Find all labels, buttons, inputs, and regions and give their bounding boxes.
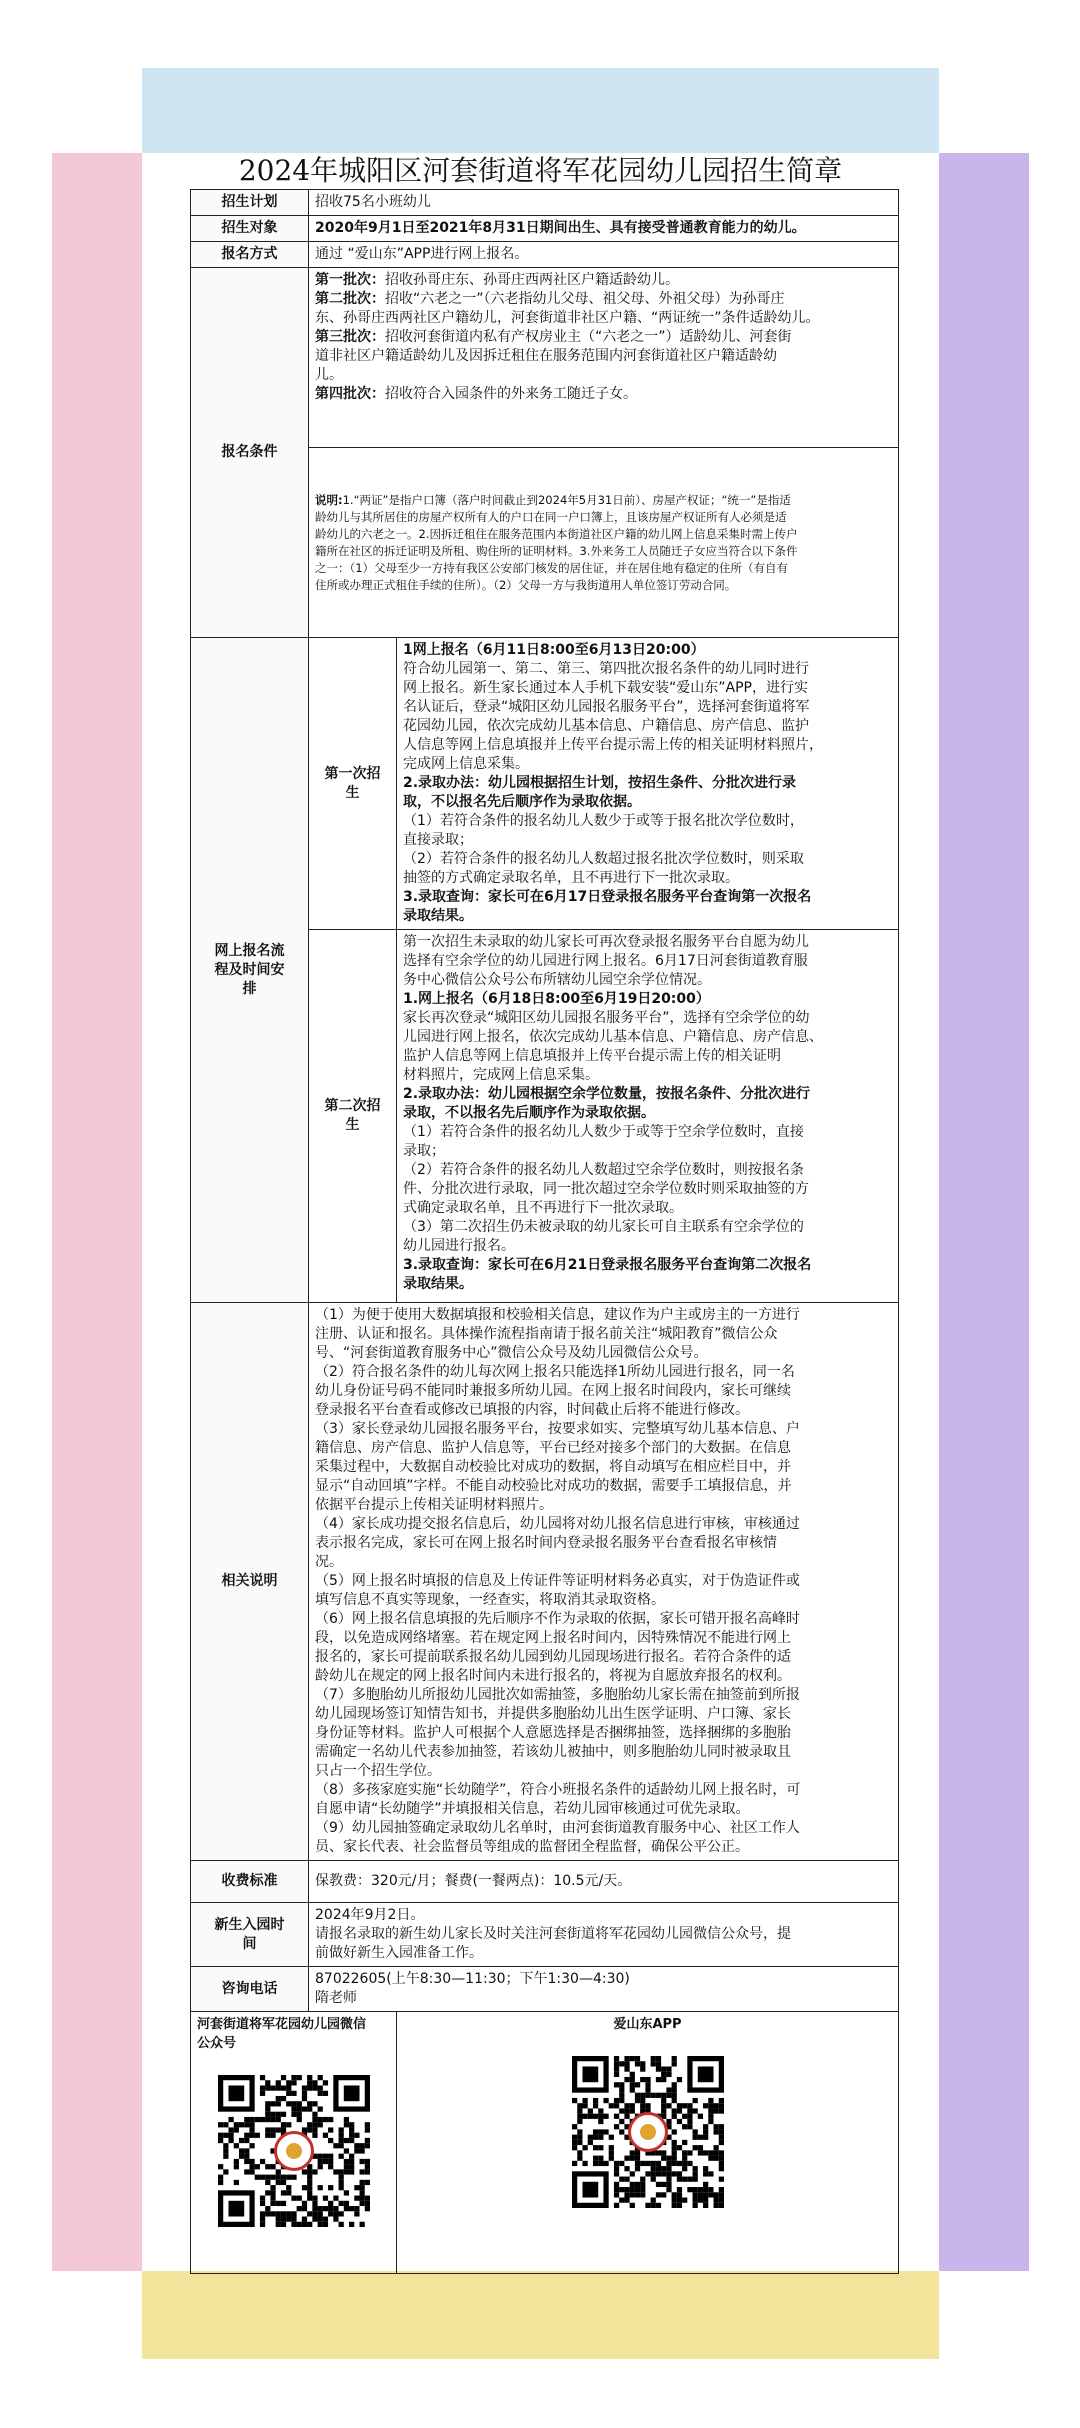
start-label (191, 1903, 309, 1967)
round1-label-line: 第一次招 (324, 765, 381, 782)
note-line: 依据平台提示上传相关证明材料照片。 (315, 1497, 553, 1513)
note-line: （3）家长登录幼儿园报名服务平台，按要求如实、完整填写幼儿基本信息、户 (315, 1421, 800, 1437)
condition-line: 道非社区户籍适龄幼儿及因拆迁租住在服务范围内河套街道社区户籍适龄幼 (315, 348, 777, 364)
note-line: （5）网上报名时填报的信息及上传证件等证明材料务必真实，对于伪造证件或 (315, 1573, 800, 1589)
round1-line: 抽签的方式确定录取名单，且不再进行下一批次录取。 (403, 870, 739, 886)
contact-lines (315, 1970, 892, 2008)
contact-label: 咨询电话 (191, 1967, 309, 2012)
note-line: （8）多孩家庭实施“长幼随学”，符合小班报名条件的适龄幼儿网上报名时，可 (315, 1782, 801, 1798)
contact-line: 隋老师 (315, 1990, 357, 2006)
round2-line: 录取结果。 (403, 1276, 473, 1292)
start-line: 请报名录取的新生幼儿家长及时关注河套街道将军花园幼儿园微信公众号，提 (315, 1926, 791, 1942)
conditions-label: 报名条件 (191, 268, 309, 638)
method-label: 报名方式 (191, 242, 309, 268)
condition-line: 东、孙哥庄西两社区户籍幼儿，河套街道非社区户籍、“两证统一”条件适龄幼儿。 (315, 310, 820, 326)
round1-line: 直接录取； (403, 832, 473, 848)
round2-line: 幼儿园进行报名。 (403, 1238, 515, 1254)
method-value: 通过 “爱山东”APP进行网上报名。 (309, 242, 899, 268)
aishandong-qr-caption: 爱山东APP (613, 2017, 682, 2032)
conditions-lines (315, 271, 892, 404)
start-content (309, 1903, 899, 1967)
condition-note-line: 龄幼儿的六老之一。2.因拆迁租住在服务范围内本街道社区户籍的幼儿网上信息采集时需上传户 (315, 526, 798, 541)
condition-note-line: 龄幼儿与其所居住的房屋产权所有人的户口在同一户口簿上，且该房屋产权证所有人必须是适 (315, 509, 787, 524)
conditions-note-lines (315, 492, 892, 594)
target-value: 2020年9月1日至2021年8月31日期间出生、具有接受普通教育能力的幼儿。 (309, 216, 899, 242)
start-line: 前做好新生入园准备工作。 (315, 1945, 483, 1961)
note-line: 自愿申请“长幼随学”并填报相关信息，若幼儿园审核通过可优先录取。 (315, 1801, 750, 1817)
notes-lines (315, 1306, 892, 1857)
left-color-band (52, 153, 142, 2271)
round2-line: 选择有空余学位的幼儿园进行网上报名。6月17日河套街道教育服 (403, 953, 808, 969)
row-contact (191, 1967, 899, 2012)
condition-line: 第四批次：招收符合入园条件的外来务工随迁子女。 (315, 386, 637, 402)
conditions-note (309, 448, 899, 638)
round1-line: 完成网上信息采集。 (403, 756, 529, 772)
note-line: 表示报名完成，家长可在网上报名时间内登录报名服务平台查看报名审核情 (315, 1535, 777, 1551)
note-line: 籍信息、房产信息、监护人信息等，平台已经对接多个部门的大数据。在信息 (315, 1440, 791, 1456)
row-notes (191, 1303, 899, 1861)
start-lines (315, 1906, 892, 1963)
round1-label-line: 生 (345, 784, 360, 801)
contact-content (309, 1967, 899, 2012)
round2-line: （2）若符合条件的报名幼儿人数超过空余学位数时，则按报名条 (403, 1162, 804, 1178)
page-title: 2024年城阳区河套街道将军花园幼儿园招生简章 (238, 154, 843, 187)
notes-label: 相关说明 (191, 1303, 309, 1861)
process-label-line: 排 (242, 980, 257, 997)
round2-line: 材料照片，完成网上信息采集。 (403, 1067, 599, 1083)
note-line: （7）多胞胎幼儿所报幼儿园批次如需抽签，多胞胎幼儿家长需在抽签前到所报 (315, 1687, 800, 1703)
round1-line: 名认证后，登录“城阳区幼儿园报名服务平台”，选择河套街道将军 (403, 699, 810, 715)
round2-line: （3）第二次招生仍未被录取的幼儿家长可自主联系有空余学位的 (403, 1219, 804, 1235)
round1-line: 花园幼儿园，依次完成幼儿基本信息、户籍信息、房产信息、监护 (403, 718, 809, 734)
row-round1 (191, 638, 899, 930)
round1-content (397, 638, 899, 930)
round1-line: 3.录取查询：家长可在6月17日登录报名服务平台查询第一次报名 (403, 889, 812, 905)
note-line: 需确定一名幼儿代表参加抽签，若该幼儿被抽中，则多胞胎幼儿同时被录取且 (315, 1744, 791, 1760)
note-line: （6）网上报名信息填报的先后顺序不作为录取的依据，家长可错开报名高峰时 (315, 1611, 800, 1627)
kindergarten-logo-icon (274, 2131, 314, 2171)
fee-value: 保教费：320元/月；餐费(一餐两点)：10.5元/天。 (309, 1861, 899, 1903)
condition-note-line: 之一：（1）父母至少一方持有我区公安部门核发的居住证，并在居住地有稳定的住所（有自有 (315, 560, 789, 575)
aishandong-qr-code-icon[interactable] (572, 2056, 724, 2208)
round2-line: 3.录取查询：家长可在6月21日登录报名服务平台查询第二次报名 (403, 1257, 812, 1273)
note-line: 采集过程中，大数据自动校验比对成功的数据，将自动填写在相应栏目中，并 (315, 1459, 791, 1475)
conditions-value (309, 268, 899, 448)
condition-note-line: 住所或办理正式租住手续的住所）。（2）父母一方与我街道用人单位签订劳动合同。 (315, 577, 737, 592)
condition-line: 第二批次：招收“六老之一”（六老指幼儿父母、祖父母、外祖父母）为孙哥庄 (315, 291, 785, 307)
start-line: 2024年9月2日。 (315, 1907, 425, 1923)
round2-line: 监护人信息等网上信息填报并上传平台提示需上传的相关证明 (403, 1048, 781, 1064)
condition-note-line: 说明:1.“两证”是指户口簿（落户时间截止到2024年5月31日前）、房屋产权证；“统一”是指适 (315, 492, 791, 507)
plan-value: 招收75名小班幼儿 (309, 190, 899, 216)
aishandong-qr-cell (397, 2012, 899, 2274)
round2-line: 儿园进行网上报名，依次完成幼儿基本信息、户籍信息、房产信息、 (403, 1029, 823, 1045)
row-target (191, 216, 899, 242)
note-line: （9）幼儿园抽签确定录取幼儿名单时，由河套街道教育服务中心、社区工作人 (315, 1820, 800, 1836)
round2-label-line: 第二次招 (324, 1098, 381, 1114)
notes-content (309, 1303, 899, 1861)
note-line: （2）符合报名条件的幼儿每次网上报名只能选择1所幼儿园进行报名，同一名 (315, 1364, 795, 1380)
row-start (191, 1903, 899, 1967)
note-line: （4）家长成功提交报名信息后，幼儿园将对幼儿报名信息进行审核，审核通过 (315, 1516, 800, 1532)
note-line: 身份证等材料。监护人可根据个人意愿选择是否捆绑抽签，选择捆绑的多胞胎 (315, 1725, 791, 1741)
round1-line: 1网上报名（6月11日8:00至6月13日20:00） (403, 642, 705, 658)
round1-line: 人信息等网上信息填报并上传平台提示需上传的相关证明材料照片， (403, 737, 823, 753)
round2-label-line: 生 (345, 1117, 360, 1133)
start-label-line: 间 (242, 1935, 257, 1952)
note-line: 段，以免造成网络堵塞。若在规定网上报名时间内，因特殊情况不能进行网上 (315, 1630, 791, 1646)
round1-label (309, 638, 397, 930)
aishandong-logo-icon (628, 2112, 668, 2152)
contact-line: 87022605(上午8:30—11:30；下午1:30—4:30) (315, 1971, 630, 1987)
note-line: 显示“自动回填”字样。不能自动校验比对成功的数据，需要手工填报信息，并 (315, 1478, 792, 1494)
process-label-line: 程及时间安 (214, 961, 285, 978)
round1-line: 符合幼儿园第一、第二、第三、第四批次报名条件的幼儿同时进行 (403, 661, 809, 677)
fee-label: 收费标准 (191, 1861, 309, 1903)
row-fee (191, 1861, 899, 1903)
note-line: 报名的，家长可提前联系报名幼儿园到幼儿园现场进行报名。若符合条件的适 (315, 1649, 791, 1665)
row-method (191, 242, 899, 268)
round2-line: 务中心微信公众号公布所辖幼儿园空余学位情况。 (403, 972, 711, 988)
note-line: 号、“河套街道教育服务中心”微信公众号及幼儿园微信公众号。 (315, 1345, 708, 1361)
note-line: 登录报名平台查看或修改已填报的内容，时间截止后将不能进行修改。 (315, 1402, 749, 1418)
round2-line: 家长再次登录“城阳区幼儿园报名服务平台”，选择有空余学位的幼 (403, 1010, 810, 1026)
row-conditions (191, 268, 899, 448)
target-label: 招生对象 (191, 216, 309, 242)
round1-line: （1）若符合条件的报名幼儿人数少于或等于报名批次学位数时， (403, 813, 804, 829)
wechat-qr-caption-line: 河套街道将军花园幼儿园微信 (197, 2017, 367, 2032)
row-plan (191, 190, 899, 216)
right-color-band (939, 153, 1029, 2271)
round2-lines (403, 933, 892, 1294)
bottom-color-band (142, 2271, 939, 2359)
note-line: 幼儿园现场签订知情告知书，并提供多胞胎幼儿出生医学证明、户口簿、家长 (315, 1706, 791, 1722)
process-label (191, 638, 309, 1303)
note-line: 龄幼儿在规定的网上报名时间内未进行报名的，将视为自愿放弃报名的权利。 (315, 1668, 791, 1684)
start-label-line: 新生入园时 (214, 1916, 285, 1933)
enrollment-table (190, 189, 899, 2274)
wechat-qr-caption-line: 公众号 (197, 2036, 237, 2051)
round2-line: 式确定录取名单，且不再进行下一批次录取。 (403, 1200, 683, 1216)
row-qr (191, 2012, 899, 2274)
round1-line: 录取结果。 (403, 908, 473, 924)
note-line: 填写信息不真实等现象，一经查实，将取消其录取资格。 (315, 1592, 665, 1608)
round2-line: 2.录取办法：幼儿园根据空余学位数量，按报名条件、分批次进行 (403, 1086, 811, 1102)
round2-line: 第一次招生未录取的幼儿家长可再次登录报名服务平台自愿为幼儿 (403, 934, 809, 950)
condition-note-line: 籍所在社区的拆迁证明及所租、购住所的证明材料。3.外来务工人员随迁子女应当符合以下条件 (315, 543, 798, 558)
round2-label (309, 930, 397, 1303)
note-line: （1）为便于使用大数据填报和校验相关信息，建议作为户主或房主的一方进行 (315, 1307, 800, 1323)
round2-content (397, 930, 899, 1303)
round1-lines (403, 641, 892, 926)
wechat-qr-code-icon[interactable] (218, 2075, 370, 2227)
enrollment-notice-document (142, 153, 939, 2271)
round2-line: 录取； (403, 1143, 445, 1159)
note-line: 注册、认证和报名。具体操作流程指南请于报名前关注“城阳教育”微信公众 (315, 1326, 778, 1342)
wechat-qr-caption (197, 2015, 390, 2053)
note-line: 况。 (315, 1554, 343, 1570)
plan-label: 招生计划 (191, 190, 309, 216)
condition-line: 儿。 (315, 367, 343, 383)
process-label-line: 网上报名流 (214, 942, 285, 959)
condition-line: 第一批次：招收孙哥庄东、孙哥庄西两社区户籍适龄幼儿。 (315, 272, 679, 288)
round1-line: （2）若符合条件的报名幼儿人数超过报名批次学位数时，则采取 (403, 851, 804, 867)
condition-line: 第三批次：招收河套街道内私有产权房业主（“六老之一”）适龄幼儿、河套街 (315, 329, 792, 345)
round2-line: 1.网上报名（6月18日8:00至6月19日20:00） (403, 991, 710, 1007)
round1-line: 网上报名。新生家长通过本人手机下载安装“爱山东”APP，进行实 (403, 680, 808, 696)
round2-line: （1）若符合条件的报名幼儿人数少于或等于空余学位数时，直接 (403, 1124, 804, 1140)
top-color-band (142, 68, 939, 153)
round2-line: 录取，不以报名先后顺序作为录取依据。 (403, 1105, 655, 1121)
round1-line: 取，不以报名先后顺序作为录取依据。 (403, 794, 641, 810)
round1-line: 2.录取办法：幼儿园根据招生计划，按招生条件、分批次进行录 (403, 775, 797, 791)
note-line: 只占一个招生学位。 (315, 1763, 441, 1779)
note-line: 幼儿身份证号码不能同时兼报多所幼儿园。在网上报名时间段内，家长可继续 (315, 1383, 791, 1399)
round2-line: 件、分批次进行录取，同一批次超过空余学位数时则采取抽签的方 (403, 1181, 809, 1197)
wechat-qr-cell (191, 2012, 397, 2274)
note-line: 员、家长代表、社会监督员等组成的监督团全程监督，确保公平公正。 (315, 1839, 749, 1855)
